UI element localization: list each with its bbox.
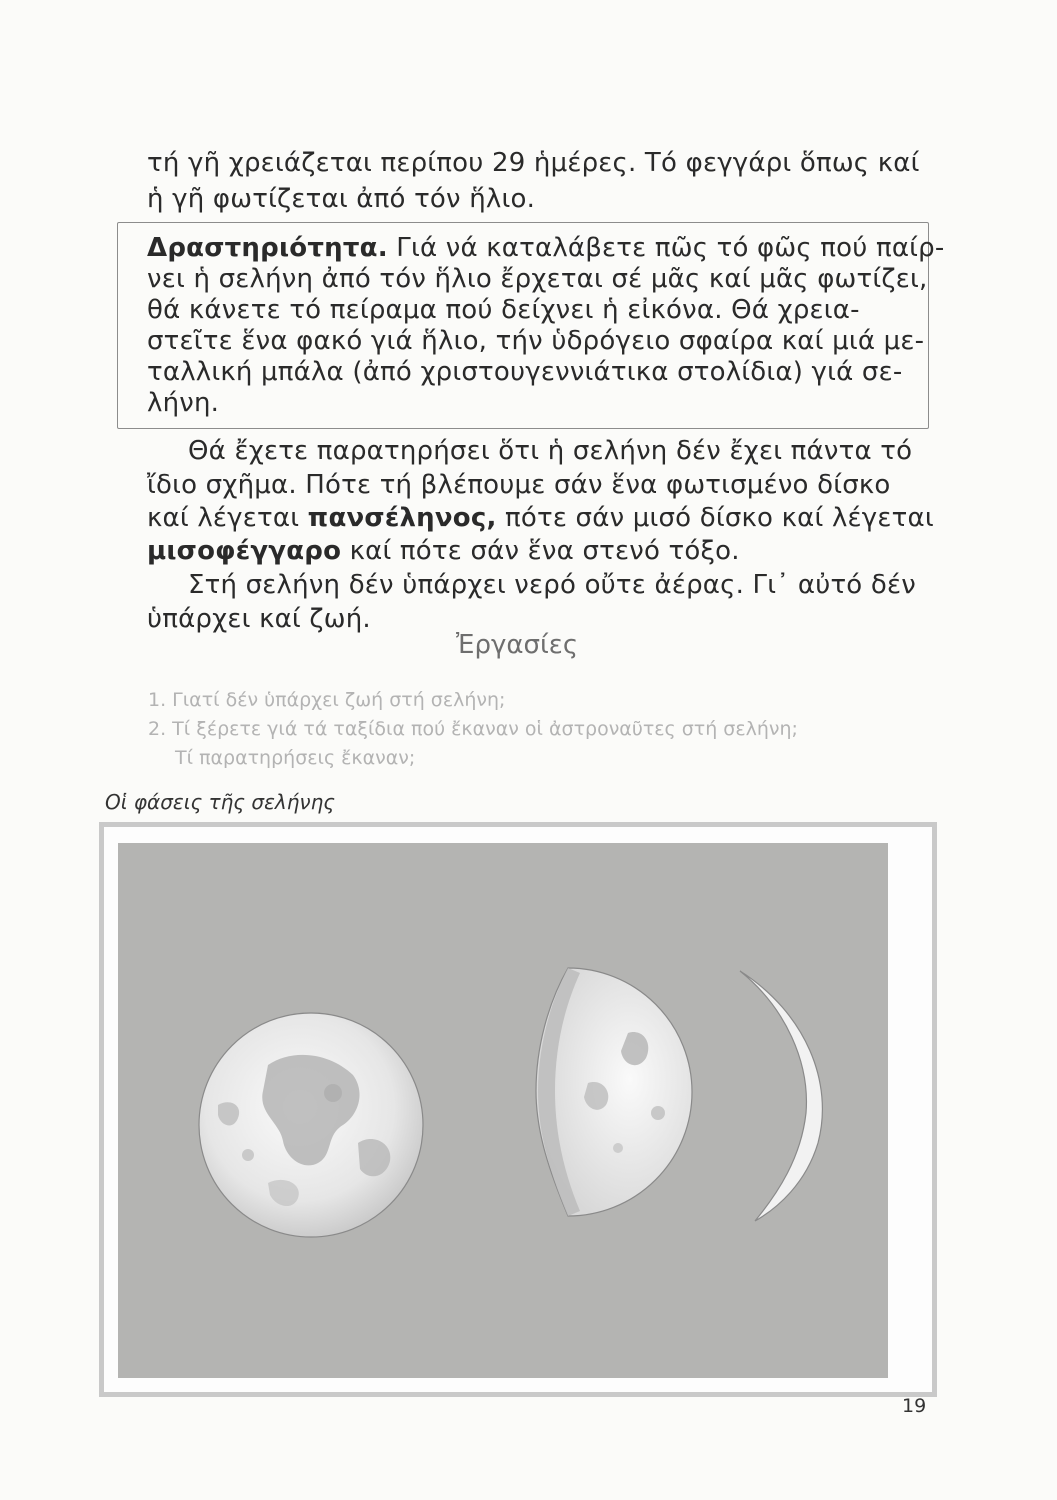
activity-line-1 <box>147 232 944 264</box>
shapes-line-4 <box>147 535 740 567</box>
exercise-1: 1. Γιατί δέν ὑπάρχει ζωή στή σελήνη; <box>148 689 506 711</box>
exercises-heading: Ἐργασίες <box>456 630 579 660</box>
no-life-line-1: Στή σελήνη δέν ὑπάρχει νερό οὔτε ἀέρας. Γι᾽ αὐτό δέν <box>188 570 916 600</box>
figure-caption: Οἱ φάσεις τῆς σελήνης <box>105 790 335 814</box>
shapes-line-3 <box>147 502 934 534</box>
exercise-2-cont: Τί παρατηρήσεις ἔκαναν; <box>175 747 416 769</box>
crescent-moon <box>740 971 822 1221</box>
activity-line-4: στεῖτε ἕνα φακό γιά ἥλιο, τήν ὑδρόγειο σφαίρα καί μιά με- <box>147 326 925 356</box>
moon-phases-illustration <box>118 843 888 1378</box>
moon-phases-svg <box>118 843 888 1378</box>
intro-line-1: τή γῆ χρειάζεται περίπου 29 ἡμέρες. Τό φεγγάρι ὅπως καί <box>147 148 920 178</box>
exercise-2: 2. Τί ξέρετε γιά τά ταξίδια πού ἔκαναν οἱ ἀστροναῦτες στή σελήνη; <box>148 718 798 740</box>
term-half-moon: μισοφέγγαρο <box>147 536 342 566</box>
page-number: 19 <box>902 1395 927 1417</box>
shapes-line-3-pre: καί λέγεται <box>147 503 308 533</box>
shapes-line-4-post: καί πότε σάν ἕνα στενό τόξο. <box>341 536 740 566</box>
intro-line-2: ἡ γῆ φωτίζεται ἀπό τόν ἥλιο. <box>147 184 536 214</box>
activity-label: Δραστηριότητα. <box>147 233 388 263</box>
half-moon <box>536 968 692 1216</box>
activity-line-2: νει ἡ σελήνη ἀπό τόν ἥλιο ἔρχεται σέ μᾶς καί μᾶς φωτίζει, <box>147 264 928 294</box>
full-moon <box>199 1013 423 1237</box>
shapes-line-2: ἴδιο σχῆμα. Πότε τή βλέπουμε σάν ἕνα φωτισμένο δίσκο <box>147 470 891 500</box>
shapes-line-3-post: πότε σάν μισό δίσκο καί λέγεται <box>496 503 934 533</box>
activity-line-1-text: Γιά νά καταλάβετε πῶς τό φῶς πού παίρ- <box>387 233 945 263</box>
no-life-line-2: ὑπάρχει καί ζωή. <box>147 604 371 634</box>
activity-line-5: ταλλική μπάλα (ἀπό χριστουγεννιάτικα στολίδια) γιά σε- <box>147 357 903 387</box>
shapes-line-1: Θά ἔχετε παρατηρήσει ὅτι ἡ σελήνη δέν ἔχει πάντα τό <box>188 436 913 466</box>
activity-line-6: λήνη. <box>147 388 220 418</box>
activity-line-3: θά κάνετε τό πείραμα πού δείχνει ἡ εἰκόνα. Θά χρεια- <box>147 295 860 325</box>
term-full-moon: πανσέληνος, <box>307 503 497 533</box>
